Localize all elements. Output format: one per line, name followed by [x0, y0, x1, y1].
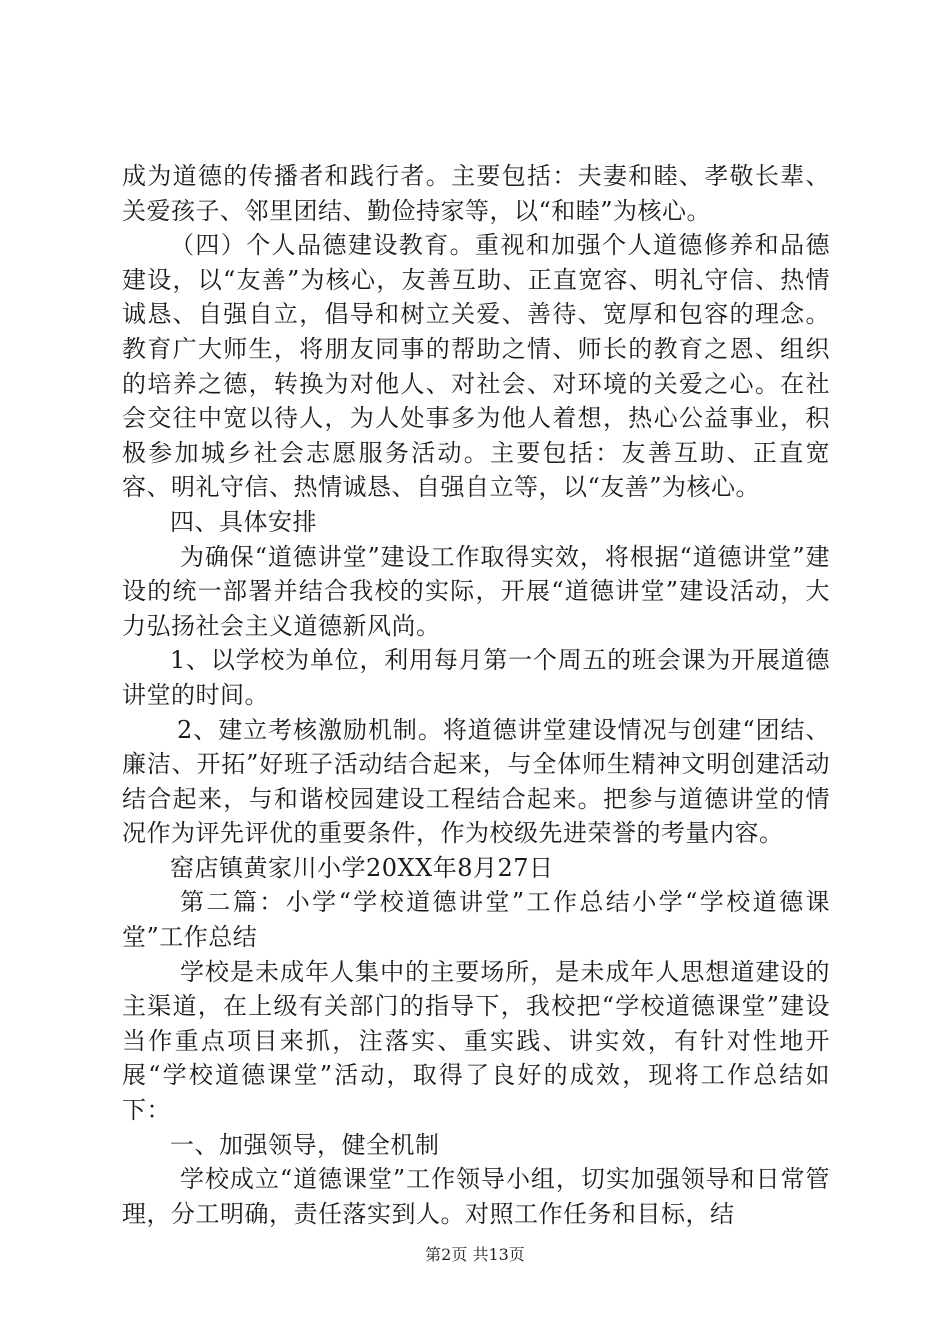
paragraph: 四、具体安排: [170, 507, 317, 536]
page-footer: 第2页 共13页: [425, 1245, 525, 1264]
paragraph: 为确保“道德讲堂”建设工作取得实效，将根据“道德讲堂”建设的统一部署并结合我校的实际，开展“道德讲堂”建设活动，大力弘扬社会主义道德新风尚。: [122, 542, 830, 640]
paragraph: 第二篇：小学“学校道德讲堂”工作总结小学“学校道德课堂”工作总结: [122, 888, 830, 952]
paragraph: 一、加强领导，健全机制: [170, 1130, 440, 1159]
paragraph: 成为道德的传播者和践行者。主要包括：夫妻和睦、孝敬长辈、关爱孩子、邻里团结、勤俭持家等，以“和睦”为核心。: [122, 162, 830, 225]
document-body: [122, 159, 830, 1231]
paragraph: 窑店镇黄家川小学20XX年8月27日: [170, 853, 554, 882]
paragraph: 2、建立考核激励机制。将道德讲堂建设情况与创建“团结、廉洁、开拓”好班子活动结合起来，与全体师生精神文明创建活动结合起来，与和谐校园建设工程结合起来。把参与道德讲堂的情况作为评先评优的重要条件，作为校级先进荣誉的考量内容。: [122, 715, 830, 848]
paragraph: 学校是未成年人集中的主要场所，是未成年人思想道建设的主渠道，在上级有关部门的指导下，我校把“学校道德课堂”建设当作重点项目来抓，注落实、重实践、讲实效，有针对性地开展“学校道德课堂”活动，取得了良好的成效，现将工作总结如下：: [122, 957, 830, 1125]
paragraph: 学校成立“道德课堂”工作领导小组，切实加强领导和日常管理，分工明确，责任落实到人。对照工作任务和目标，结: [122, 1165, 830, 1228]
paragraph: 1、以学校为单位，利用每月第一个周五的班会课为开展道德讲堂的时间。: [122, 646, 830, 709]
paragraph: （四）个人品德建设教育。重视和加强个人道德修养和品德建设，以“友善”为核心，友善互助、正直宽容、明礼守信、热情诚恳、自强自立，倡导和树立关爱、善待、宽厚和包容的理念。教育广大师生，将朋友同事的帮助之情、师长的教育之恩、组织的培养之德，转换为对他人、对社会、对环境的关爱之心。在社会交往中宽以待人，为人处事多为他人着想，热心公益事业，积极参加城乡社会志愿服务活动。主要包括：友善互助、正直宽容、明礼守信、热情诚恳、自强自立等，以“友善”为核心。: [122, 231, 830, 502]
